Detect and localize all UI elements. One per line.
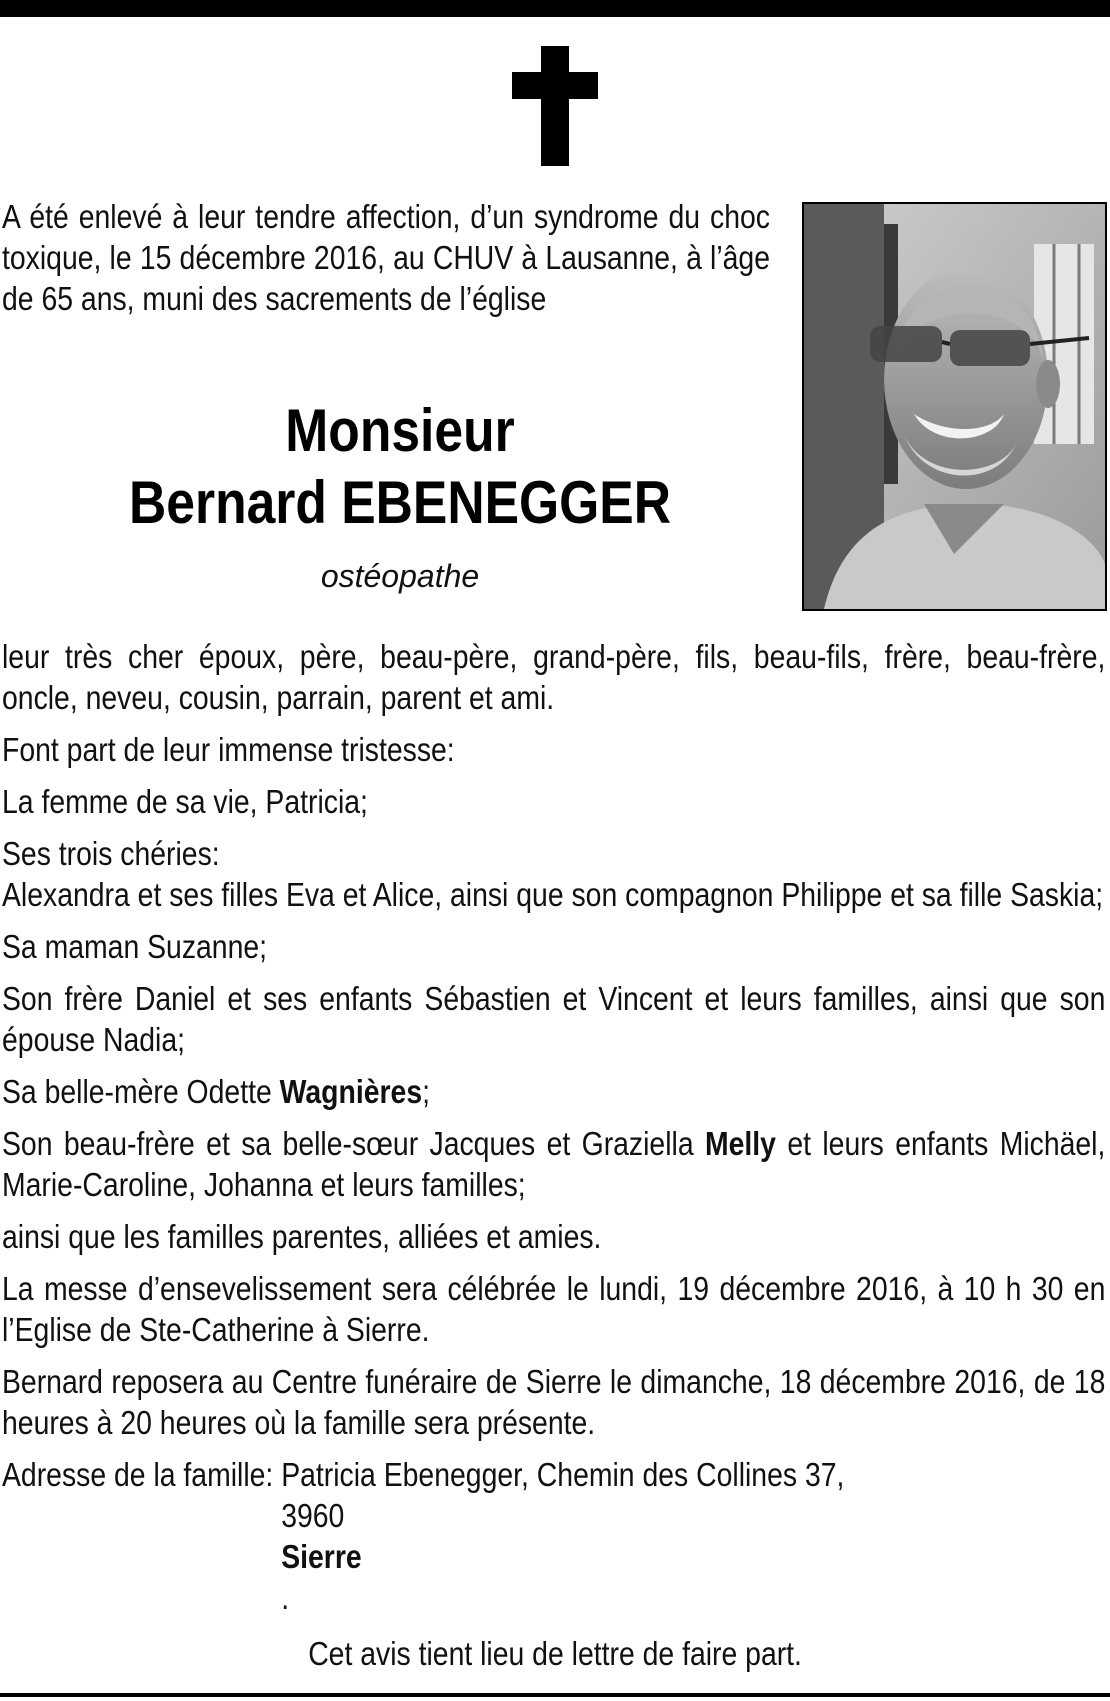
mother-in-law-line: Sa belle-mère Odette Wagnières; <box>2 1073 431 1110</box>
brother-text: Son frère Daniel et ses enfants Sébastien et Vincent et leurs familles, ainsi que son épouse Nadia; <box>2 980 1106 1058</box>
relatives-line: ainsi que les familles parentes, alliées et amies. <box>2 1218 602 1255</box>
portrait-photo <box>802 202 1107 611</box>
deceased-name: Bernard EBENEGGER <box>129 469 671 536</box>
intro-text: A été enlevé à leur tendre affection, d’un syndrome du choc toxique, le 15 décembre 2016, au CHUV à Lausanne, à l’âge de 65 ans, muni des sacrements de l’église <box>2 198 770 317</box>
deceased-title: Monsieur <box>285 397 515 464</box>
notice-body <box>2 636 1105 1618</box>
relation-text: leur très cher époux, père, beau-père, grand-père, fils, beau-fils, frère, beau-frère, oncle, neveu, cousin, parrain, parent et ami. <box>2 638 1106 716</box>
surname-wagnieres: Wagnières <box>279 1073 423 1110</box>
daughters-text: Alexandra et ses filles Eva et Alice, ainsi que son compagnon Philippe et sa fille Saskia; <box>2 876 1104 913</box>
top-rule <box>0 0 1110 17</box>
wife-line: La femme de sa vie, Patricia; <box>2 783 368 820</box>
bottom-rule <box>0 1693 1110 1697</box>
surname-melly: Melly <box>704 1125 776 1162</box>
in-laws-text: Son beau-frère et sa belle-sœur Jacques et Graziella Melly et leurs enfants Michäel, Marie-Caroline, Johanna et leurs familles; <box>2 1125 1106 1203</box>
viewing-text: Bernard reposera au Centre funéraire de Sierre le dimanche, 18 décembre 2016, de 18 heures à 20 heures où la famille sera présente. <box>2 1363 1106 1441</box>
profession: ostéopathe <box>320 558 480 594</box>
address-line-1: Patricia Ebenegger, Chemin des Collines 37, <box>281 1456 845 1493</box>
address-label: Adresse de la famille: <box>2 1456 282 1493</box>
announce-text: Font part de leur immense tristesse: <box>2 731 455 768</box>
family-address <box>2 1454 1105 1618</box>
mother-line: Sa maman Suzanne; <box>2 928 268 965</box>
deceased-name-block <box>0 395 800 539</box>
funeral-text: La messe d’ensevelissement sera célébrée le lundi, 19 décembre 2016, à 10 h 30 en l’Eglise de Ste-Catherine à Sierre. <box>2 1270 1106 1348</box>
footer-note: Cet avis tient lieu de lettre de faire part. <box>308 1635 802 1672</box>
address-line-2: 3960 Sierre . <box>281 1495 844 1618</box>
address-city: Sierre <box>281 1538 362 1575</box>
cross-icon <box>512 46 598 166</box>
daughters-label: Ses trois chéries: <box>2 835 220 872</box>
